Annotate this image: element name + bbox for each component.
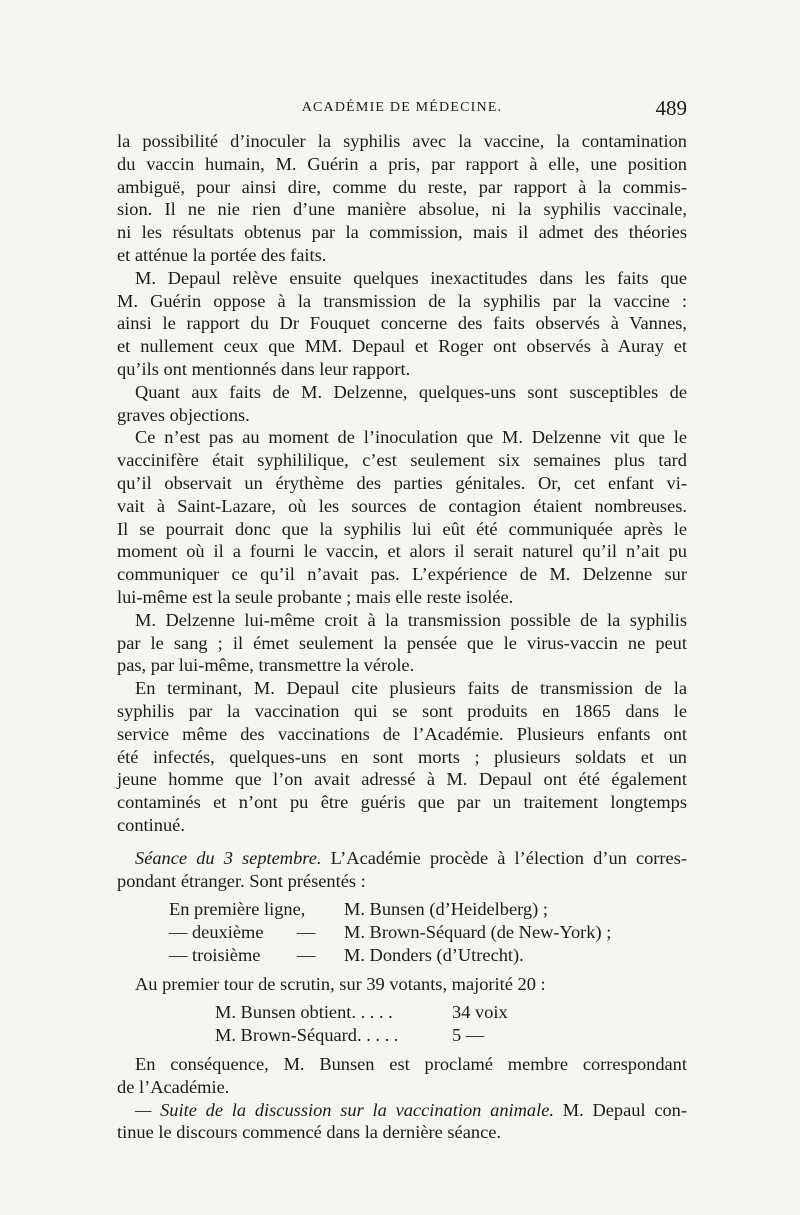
candidate-sep: —	[297, 922, 316, 943]
text-line: pondant étranger. Sont présentés :	[117, 870, 366, 891]
text-line: ni les résultats obtenus par la commission, mais il admet des théories	[117, 222, 687, 243]
text-line: Ce n’est pas au moment de l’inoculation que M. Delzenne vit que le	[135, 427, 687, 448]
text-line: Il se pourrait donc que la syphilis lui eût été communiquée après le	[117, 518, 687, 539]
text-line: qu’il observait un érythème des parties génitales. Or, cet enfant vi-	[117, 472, 687, 493]
text-line: vait à Saint-Lazare, où les sources de contagion étaient nombreuses.	[117, 495, 687, 516]
candidate-rank: — deuxième	[169, 922, 264, 943]
list-item	[117, 921, 687, 944]
result-paragraph	[117, 1053, 687, 1099]
text-line: graves objections.	[117, 404, 250, 425]
text-line: la possibilité d’inoculer la syphilis avec la vaccine, la contamination	[117, 131, 687, 151]
candidate-sep: —	[297, 944, 316, 965]
suite-text: M. Depaul con-	[553, 1099, 688, 1120]
text-line: contaminés et n’ont pu être guéris que par un traitement longtemps	[117, 792, 687, 813]
text-line	[117, 1099, 687, 1122]
page-number: 489	[655, 96, 687, 120]
vote-name: M. Brown-Séquard. . . . .	[215, 1025, 399, 1046]
seance-text: L’Académie procède à l’élection d’un corres-	[321, 847, 687, 868]
text-line: et atténue la portée des faits.	[117, 244, 327, 265]
list-item	[117, 944, 687, 967]
text-line: En terminant, M. Depaul cite plusieurs faits de transmission de la	[135, 678, 687, 699]
text-line: service même des vaccinations de l’Académie. Plusieurs enfants ont	[117, 723, 687, 744]
list-item	[117, 1024, 687, 1047]
candidate-name: M. Brown-Séquard (de New-York) ;	[344, 922, 612, 943]
text-line: tinue le discours commencé dans la dernière séance.	[117, 1122, 501, 1143]
text-line: ainsi le rapport du Dr Fouquet concerne des faits observés à Vannes,	[117, 313, 687, 334]
text-line: M. Depaul relève ensuite quelques inexactitudes dans les faits que	[135, 267, 687, 288]
candidate-rank: — troisième	[169, 944, 261, 965]
vote-intro: Au premier tour de scrutin, sur 39 votants, majorité 20 :	[135, 973, 546, 994]
text-line: par le sang ; il émet seulement la pensée que le virus-vaccin ne peut	[117, 632, 687, 653]
text-line: pas, par lui-même, transmettre la vérole.	[117, 655, 415, 676]
paragraph-5	[117, 609, 687, 677]
list-item	[117, 898, 687, 921]
text-line: communiquer ce qu’il n’avait pas. L’expérience de M. Delzenne sur	[117, 564, 687, 585]
candidate-list	[117, 898, 687, 966]
text-line: du vaccin humain, M. Guérin a pris, par rapport à elle, une position	[117, 153, 687, 174]
text-line: de l’Académie.	[117, 1076, 230, 1097]
paragraph-1	[117, 130, 687, 267]
paragraph-3	[117, 381, 687, 427]
text-line: continué.	[117, 814, 185, 835]
suite-paragraph	[117, 1099, 687, 1145]
text-line: M. Guérin oppose à la transmission de la syphilis par la vaccine :	[117, 290, 687, 311]
running-title: ACADÉMIE DE MÉDECINE.	[301, 100, 503, 115]
vote-count: 34 voix	[452, 1002, 508, 1023]
text-line: lui-même est la seule probante ; mais elle reste isolée.	[117, 586, 514, 607]
text-line: moment où il a fourni le vaccin, et alors il serait naturel qu’il n’ait pu	[117, 541, 687, 562]
paragraph-2	[117, 267, 687, 381]
text-line: M. Delzenne lui-même croit à la transmission possible de la syphilis	[135, 609, 687, 630]
candidate-name: M. Bunsen (d’Heidelberg) ;	[344, 899, 548, 920]
suite-label: — Suite de la discussion sur la vaccination animale.	[135, 1099, 554, 1120]
paragraph-6	[117, 677, 687, 837]
list-item	[117, 1001, 687, 1024]
seance-paragraph	[117, 847, 687, 893]
text-line	[117, 847, 687, 870]
text-line: ambiguë, pour ainsi dire, comme du reste, par rapport à la commis-	[117, 176, 687, 197]
text-line: été infectés, quelques-uns en sont morts ; plusieurs soldats et un	[117, 746, 687, 767]
vote-results	[117, 1001, 687, 1047]
page-header	[117, 96, 687, 124]
candidate-rank: En première ligne,	[169, 899, 306, 920]
candidate-name: M. Donders (d’Utrecht).	[344, 944, 524, 965]
vote-count: 5 —	[452, 1025, 485, 1046]
text-line: vaccinifère était syphililique, c’est seulement six semaines plus tard	[117, 450, 687, 471]
paragraph-4	[117, 426, 687, 608]
vote-name: M. Bunsen obtient. . . . .	[215, 1002, 393, 1023]
body-text	[117, 130, 687, 1144]
text-line: syphilis par la vaccination qui se sont produits en 1865 dans le	[117, 700, 687, 721]
text-line: et nullement ceux que MM. Depaul et Roger ont observés à Auray et	[117, 336, 687, 357]
text-line: qu’ils ont mentionnés dans leur rapport.	[117, 358, 411, 379]
text-line: sion. Il ne nie rien d’une manière absolue, ni la syphilis vaccinale,	[117, 199, 687, 220]
text-line: En conséquence, M. Bunsen est proclamé membre correspondant	[135, 1054, 687, 1075]
text-line: Quant aux faits de M. Delzenne, quelques-uns sont susceptibles de	[135, 381, 687, 402]
seance-label: Séance du 3 septembre.	[135, 847, 322, 868]
text-line: jeune homme que l’on avait adressé à M. Depaul ont été également	[117, 769, 687, 790]
